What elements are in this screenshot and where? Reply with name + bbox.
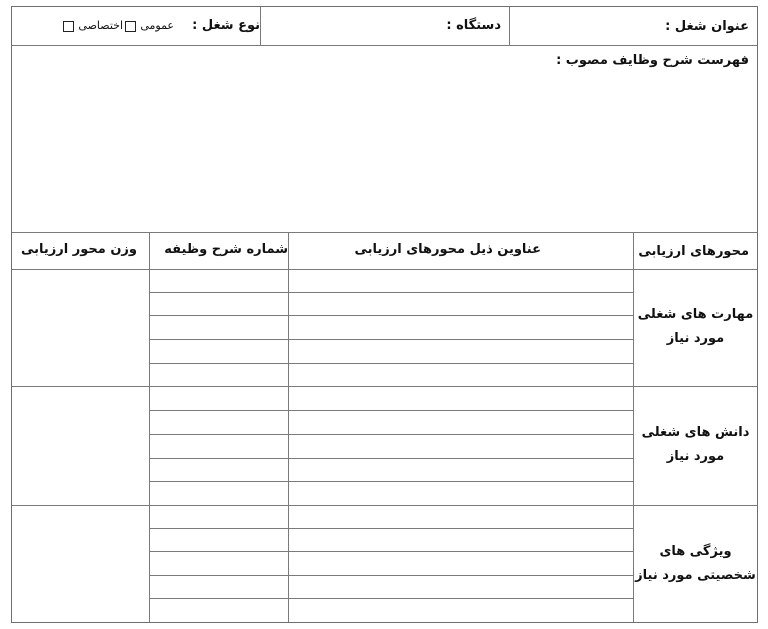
header-duty-number: شماره شرح وظیفه bbox=[164, 242, 288, 257]
header-bottom-border bbox=[12, 45, 757, 46]
category-personality-traits bbox=[634, 540, 757, 588]
option-specific-label: اختصاصی bbox=[78, 19, 123, 32]
job-type-label: نوع شغل : bbox=[192, 18, 260, 33]
duties-list-label: فهرست شرح وظایف مصوب : bbox=[556, 53, 749, 68]
header-divider-2 bbox=[260, 7, 261, 45]
header-axes: محورهای ارزیابی bbox=[638, 244, 749, 259]
row-line bbox=[149, 458, 633, 459]
header-divider-1 bbox=[509, 7, 510, 45]
row-line bbox=[149, 598, 633, 599]
table-header-bottom-border bbox=[12, 269, 757, 270]
category-line: مورد نیاز bbox=[666, 449, 725, 464]
row-line bbox=[149, 434, 633, 435]
category-line: ویژگی های bbox=[659, 544, 732, 559]
job-type-option-specific[interactable] bbox=[62, 19, 123, 32]
row-line bbox=[149, 551, 633, 552]
table-col-divider-3 bbox=[149, 232, 150, 622]
option-general-label: عمومی bbox=[140, 19, 174, 32]
row-line bbox=[149, 339, 633, 340]
option-specific-checkbox[interactable] bbox=[63, 21, 74, 32]
header-axis-weight: وزن محور ارزیابی bbox=[21, 242, 137, 257]
job-evaluation-form bbox=[11, 6, 758, 623]
row-line bbox=[149, 363, 633, 364]
row-line bbox=[149, 410, 633, 411]
category-job-skills bbox=[634, 303, 757, 351]
job-type-option-general[interactable] bbox=[124, 19, 174, 32]
duties-bottom-border bbox=[12, 232, 757, 233]
row-line bbox=[149, 481, 633, 482]
table-col-divider-2 bbox=[288, 232, 289, 622]
category-line: شخصیتی مورد نیاز bbox=[635, 568, 756, 583]
group-separator-1 bbox=[12, 386, 757, 387]
row-line bbox=[149, 528, 633, 529]
group-separator-2 bbox=[12, 505, 757, 506]
category-line: دانش های شغلی bbox=[641, 425, 750, 440]
row-line bbox=[149, 292, 633, 293]
job-title-label: عنوان شغل : bbox=[665, 19, 749, 34]
header-sub-titles: عناوین ذیل محورهای ارزیابی bbox=[354, 242, 541, 257]
agency-label: دستگاه : bbox=[446, 18, 501, 33]
category-job-knowledge bbox=[634, 421, 757, 469]
category-line: مهارت های شغلی bbox=[637, 307, 754, 322]
row-line bbox=[149, 575, 633, 576]
option-general-checkbox[interactable] bbox=[125, 21, 136, 32]
row-line bbox=[149, 315, 633, 316]
category-line: مورد نیاز bbox=[666, 331, 725, 346]
